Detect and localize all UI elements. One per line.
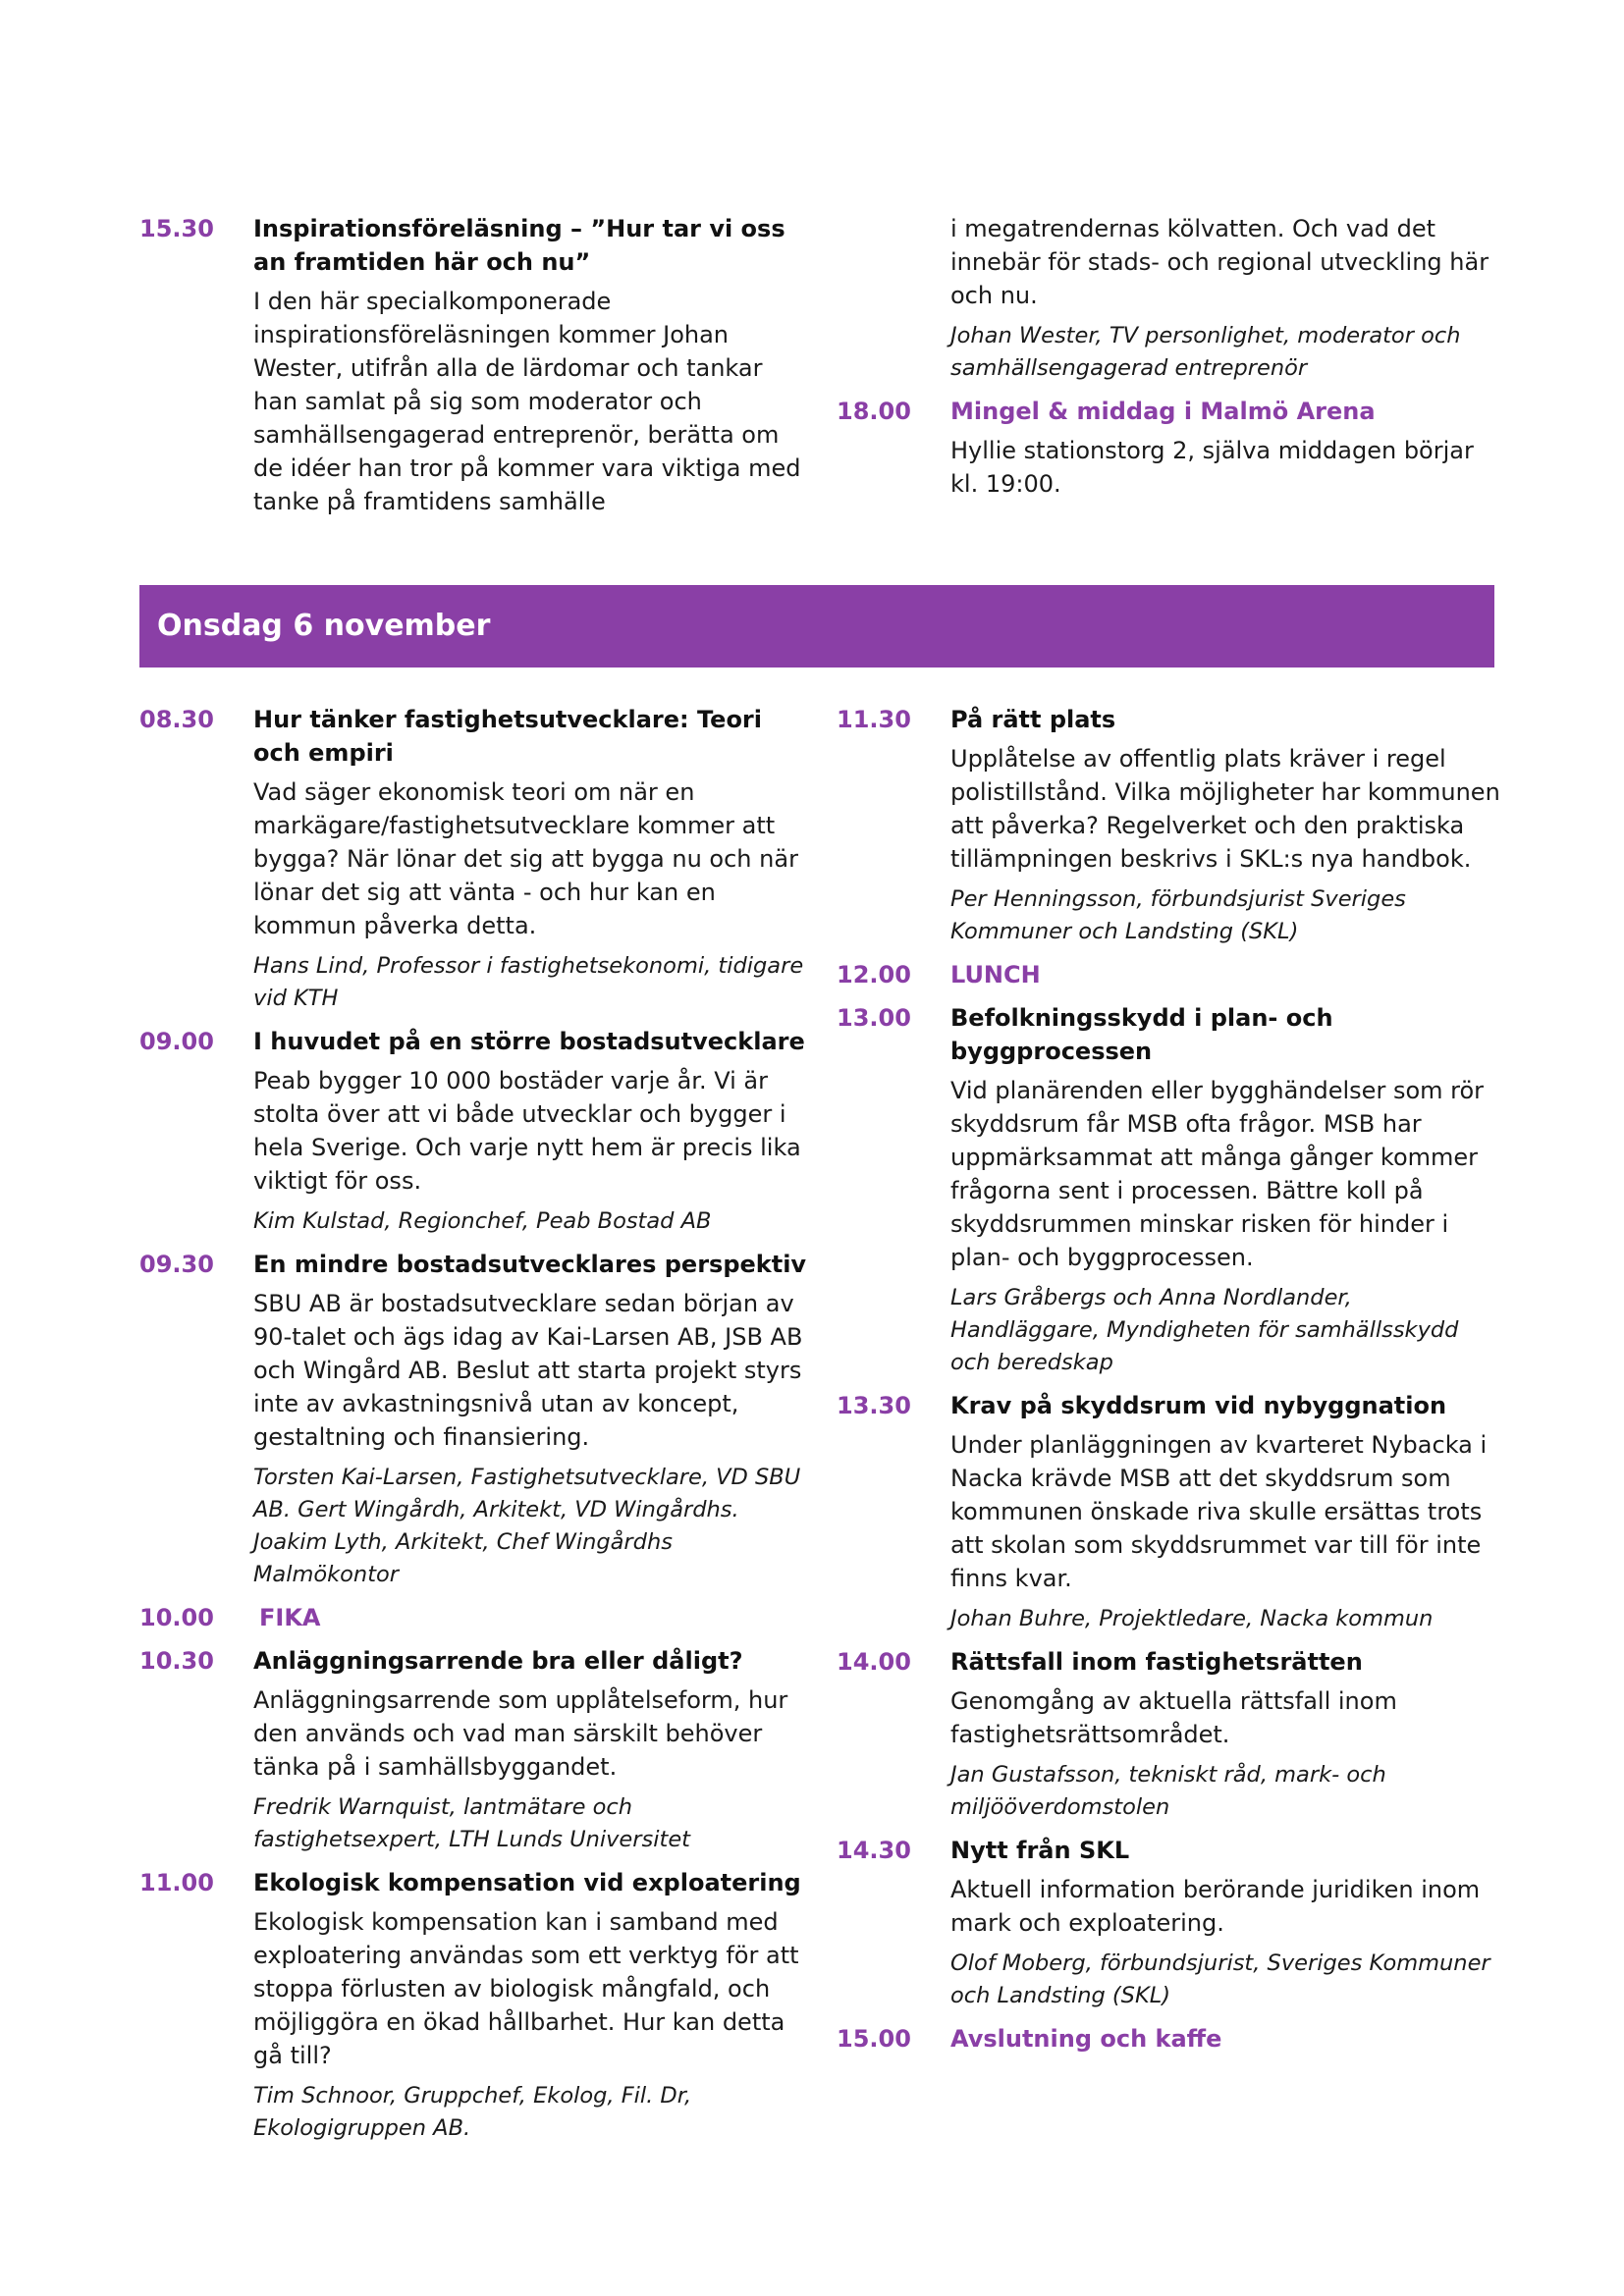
- agenda-time: 14.30: [837, 1837, 911, 1864]
- agenda-speaker: Johan Buhre, Projektledare, Nacka kommun: [950, 1606, 1434, 1631]
- agenda-title: Rättsfall inom fastighetsrätten: [950, 1648, 1363, 1676]
- agenda-time: 09.00: [139, 1028, 214, 1055]
- agenda-speaker: Fredrik Warnquist, lantmätare och fastighetsexpert, LTH Lunds Universitet: [253, 1794, 690, 1852]
- agenda-speaker: Kim Kulstad, Regionchef, Peab Bostad AB: [253, 1208, 712, 1234]
- day-banner: [139, 585, 1494, 667]
- agenda-title: Anläggningsarrende bra eller dåligt?: [253, 1647, 743, 1675]
- agenda-item-break: [837, 958, 1504, 991]
- agenda-description: Vid planärenden eller bygghändelser som rör skyddsrum får MSB ofta frågor. MSB har uppmärksammat att många gånger kommer frågorna sent i processen. Bättre koll på skyddsrummen minskar risken för hinder i plan- och byggprocessen.: [950, 1077, 1485, 1271]
- agenda-time: 13.00: [837, 1004, 911, 1032]
- agenda-item-continued: [837, 212, 1504, 385]
- agenda-description: Vad säger ekonomisk teori om när en markägare/fastighetsutvecklare kommer att bygga? När lönar det sig att bygga nu och när lönar det sig att vänta - och hur kan en kommun påverka detta.: [253, 778, 798, 939]
- agenda-item: [139, 1866, 807, 2145]
- agenda-time: 10.00: [139, 1604, 214, 1631]
- agenda-time: 15.00: [837, 2025, 911, 2053]
- agenda-speaker: Tim Schnoor, Gruppchef, Ekolog, Fil. Dr, Ekologigruppen AB.: [253, 2083, 692, 2141]
- agenda-title: FIKA: [259, 1604, 321, 1631]
- agenda-description: Under planläggningen av kvarteret Nybacka i Nacka krävde MSB att det skyddsrum som kommunen önskade riva skulle ersättas trots att skolan som skyddsrummet var till för inte finns kvar.: [950, 1431, 1488, 1592]
- day-right-column: [837, 703, 1504, 2065]
- agenda-item-break: [139, 1601, 807, 1634]
- day-banner-title: Onsdag 6 november: [157, 609, 491, 643]
- agenda-speaker: Hans Lind, Professor i fastighetsekonomi, tidigare vid KTH: [253, 953, 804, 1011]
- agenda-item: [837, 1834, 1504, 2012]
- agenda-item: [139, 1025, 807, 1238]
- agenda-item: [139, 1644, 807, 1856]
- agenda-description: Ekologisk kompensation kan i samband med exploatering användas som ett verktyg för att stoppa förlusten av biologisk mångfald, och möjliggöra en ökad hållbarhet. Hur kan detta gå till?: [253, 1908, 799, 2069]
- agenda-title: Befolkningsskydd i plan- och byggprocessen: [950, 1004, 1333, 1065]
- day-left-column: [139, 703, 807, 2155]
- agenda-description: Hyllie stationstorg 2, själva middagen börjar kl. 19:00.: [950, 437, 1474, 498]
- agenda-item: [837, 703, 1504, 948]
- agenda-description: I den här specialkomponerade inspirationsföreläsningen kommer Johan Wester, utifrån alla de lärdomar och tankar han samlat på sig som moderator och samhällsengagerad entreprenör, berätta om de idéer han tror på kommer vara viktiga med tanke på framtidens samhälle: [253, 288, 801, 515]
- agenda-description: SBU AB är bostadsutvecklare sedan början av 90-talet och ägs idag av Kai-Larsen AB, JSB AB och Wingård AB. Beslut att starta projekt styrs inte av avkastningsnivå utan av koncept, gestaltning och finansiering.: [253, 1290, 803, 1451]
- agenda-title: Nytt från SKL: [950, 1837, 1130, 1864]
- agenda-time: 12.00: [837, 961, 911, 988]
- agenda-title: Hur tänker fastighetsutvecklare: Teori och empiri: [253, 706, 762, 767]
- agenda-item: [139, 212, 807, 518]
- agenda-item-closing: [837, 2022, 1504, 2056]
- agenda-speaker: Jan Gustafsson, tekniskt råd, mark- och miljööverdomstolen: [950, 1762, 1386, 1820]
- agenda-title: I huvudet på en större bostadsutvecklare: [253, 1028, 805, 1055]
- agenda-item: [837, 1001, 1504, 1379]
- agenda-title: Ekologisk kompensation vid exploatering: [253, 1869, 801, 1896]
- agenda-speaker: Johan Wester, TV personlighet, moderator och samhällsengagerad entreprenör: [950, 323, 1461, 381]
- agenda-title: Mingel & middag i Malmö Arena: [950, 398, 1376, 425]
- agenda-time: 15.30: [139, 215, 214, 242]
- agenda-item: [139, 1248, 807, 1591]
- agenda-speaker: Lars Gråbergs och Anna Nordlander, Handläggare, Myndigheten för samhällsskydd och beredskap: [950, 1285, 1459, 1375]
- agenda-title: Krav på skyddsrum vid nybyggnation: [950, 1392, 1447, 1419]
- agenda-item: [837, 1645, 1504, 1824]
- agenda-time: 10.30: [139, 1647, 214, 1675]
- agenda-time: 09.30: [139, 1251, 214, 1278]
- agenda-description: Genomgång av aktuella rättsfall inom fastighetsrättsområdet.: [950, 1687, 1397, 1748]
- agenda-description: Anläggningsarrende som upplåtelseform, hur den används och vad man särskilt behöver tänka på i samhällsbyggandet.: [253, 1686, 788, 1781]
- top-left-column: [139, 212, 807, 528]
- agenda-time: 08.30: [139, 706, 214, 733]
- agenda-description: Peab bygger 10 000 bostäder varje år. Vi är stolta över att vi både utvecklar och bygger i hela Sverige. Och varje nytt hem är precis lika viktigt för oss.: [253, 1067, 801, 1195]
- agenda-speaker: Torsten Kai-Larsen, Fastighetsutvecklare, VD SBU AB. Gert Wingårdh, Arkitekt, VD Wingårdhs. Joakim Lyth, Arkitekt, Chef Wingårdhs Malmökontor: [253, 1465, 801, 1587]
- agenda-title: LUNCH: [950, 961, 1041, 988]
- agenda-title: En mindre bostadsutvecklares perspektiv: [253, 1251, 807, 1278]
- agenda-time: 11.30: [837, 706, 911, 733]
- agenda-description: Aktuell information berörande juridiken inom mark och exploatering.: [950, 1876, 1481, 1937]
- agenda-speaker: Per Henningsson, förbundsjurist Sveriges Kommuner och Landsting (SKL): [950, 886, 1406, 944]
- agenda-time: 13.30: [837, 1392, 911, 1419]
- agenda-speaker: Olof Moberg, förbundsjurist, Sveriges Kommuner och Landsting (SKL): [950, 1950, 1490, 2008]
- top-right-column: [837, 212, 1504, 510]
- agenda-time: 14.00: [837, 1648, 911, 1676]
- agenda-description: Upplåtelse av offentlig plats kräver i regel polistillstånd. Vilka möjligheter har kommunen att påverka? Regelverket och den praktiska tillämpningen beskrivs i SKL:s nya handbok.: [950, 745, 1500, 873]
- agenda-title: Avslutning och kaffe: [950, 2025, 1222, 2053]
- agenda-description-continued: i megatrendernas kölvatten. Och vad det innebär för stads- och regional utveckling här och nu.: [950, 215, 1489, 309]
- agenda-time: 18.00: [837, 398, 911, 425]
- agenda-item: [837, 1389, 1504, 1635]
- agenda-title: Inspirationsföreläsning – ”Hur tar vi oss an framtiden här och nu”: [253, 215, 785, 276]
- agenda-item: [139, 703, 807, 1015]
- agenda-title: På rätt plats: [950, 706, 1116, 733]
- agenda-item: [837, 395, 1504, 501]
- agenda-time: 11.00: [139, 1869, 214, 1896]
